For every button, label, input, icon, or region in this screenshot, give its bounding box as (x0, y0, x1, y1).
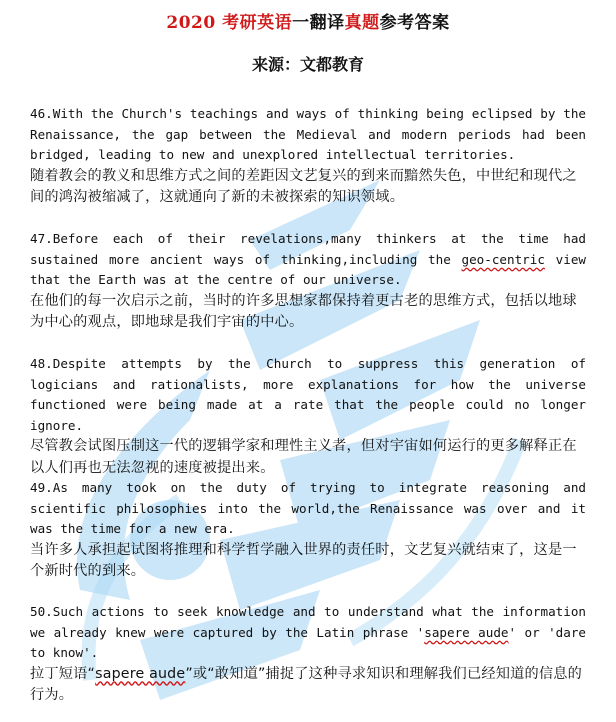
entry-47-english (30, 229, 586, 291)
entry-48 (30, 354, 586, 479)
entry-50-english-pre: 50.Such actions to seek knowledge and to understand what the information we already knew were captured by the Latin phrase ' (30, 604, 586, 640)
title-part-4: 参考答案 (379, 13, 450, 33)
entry-47-chinese: 在他们的每一次启示之前，当时的许多思想家都保持着更古老的思维方式，包括以地球为中心的观点，即地球是我们宇宙的中心。 (30, 292, 577, 330)
entry-50-chinese-marked: sapere aude (95, 665, 186, 682)
entry-48-chinese: 尽管教会试图压制这一代的逻辑学家和理性主义者，但对宇宙如何运行的更多解释正在以人们再也无法忽视的速度被提出来。 (30, 438, 577, 476)
entry-50-chinese (30, 664, 586, 707)
entry-50-chinese-pre: 拉丁短语“ (30, 665, 96, 682)
entry-48-english: 48.Despite attempts by the Church to suppress this generation of logicians and rationalists, more explanations for how the universe functioned were being made at a rate that the people could no longer ignore. (30, 356, 586, 433)
entry-49-chinese: 当许多人承担起试图将推理和科学哲学融入世界的责任时，文艺复兴就结束了，这是一个新时代的到来。 (30, 541, 577, 579)
entry-50-english-marked: sapere aude (424, 624, 509, 640)
entry-50-english-post: ' or 'dare to know'. (30, 624, 587, 660)
title-part-1: 2020 考研英语 (166, 13, 293, 33)
entry-47 (30, 229, 586, 334)
entry-50 (30, 602, 586, 707)
entry-49-english: 49.As many took on the duty of trying to integrate reasoning and scientific philosophies into the world,the Renaissance was over and it was the time for a new era. (30, 480, 586, 536)
entry-46-chinese: 随着教会的教义和思维方式之间的差距因文艺复兴的到来而黯然失色，中世纪和现代之间的鸿沟被缩减了，这就通向了新的未被探索的知识领域。 (30, 167, 577, 205)
title-part-3: 真题 (344, 13, 380, 33)
entry-47-english-marked: geo-centric (461, 251, 545, 267)
entry-47-english-pre: 47.Before each of their revelations,many thinkers at the time had sustained more ancient ways of thinking,including the (30, 231, 586, 267)
entry-46-english: 46.With the Church's teachings and ways of thinking being eclipsed by the Renaissance, the gap between the Medieval and modern periods had been bridged, leading to new and unexplored intellectual territories. (30, 106, 586, 162)
title-part-2: 一翻译 (292, 13, 345, 33)
entry-49 (30, 478, 586, 583)
entry-47-english-post: view that the Earth was at the centre of our universe. (30, 251, 586, 287)
entry-46 (30, 104, 586, 209)
entry-50-chinese-post: ”或“敢知道”捕捉了这种寻求知识和理解我们已经知道的信息的行为。 (30, 665, 583, 703)
entry-50-english (30, 602, 586, 664)
source-line: 来源：文都教育 (251, 55, 364, 74)
page-title (0, 8, 616, 33)
